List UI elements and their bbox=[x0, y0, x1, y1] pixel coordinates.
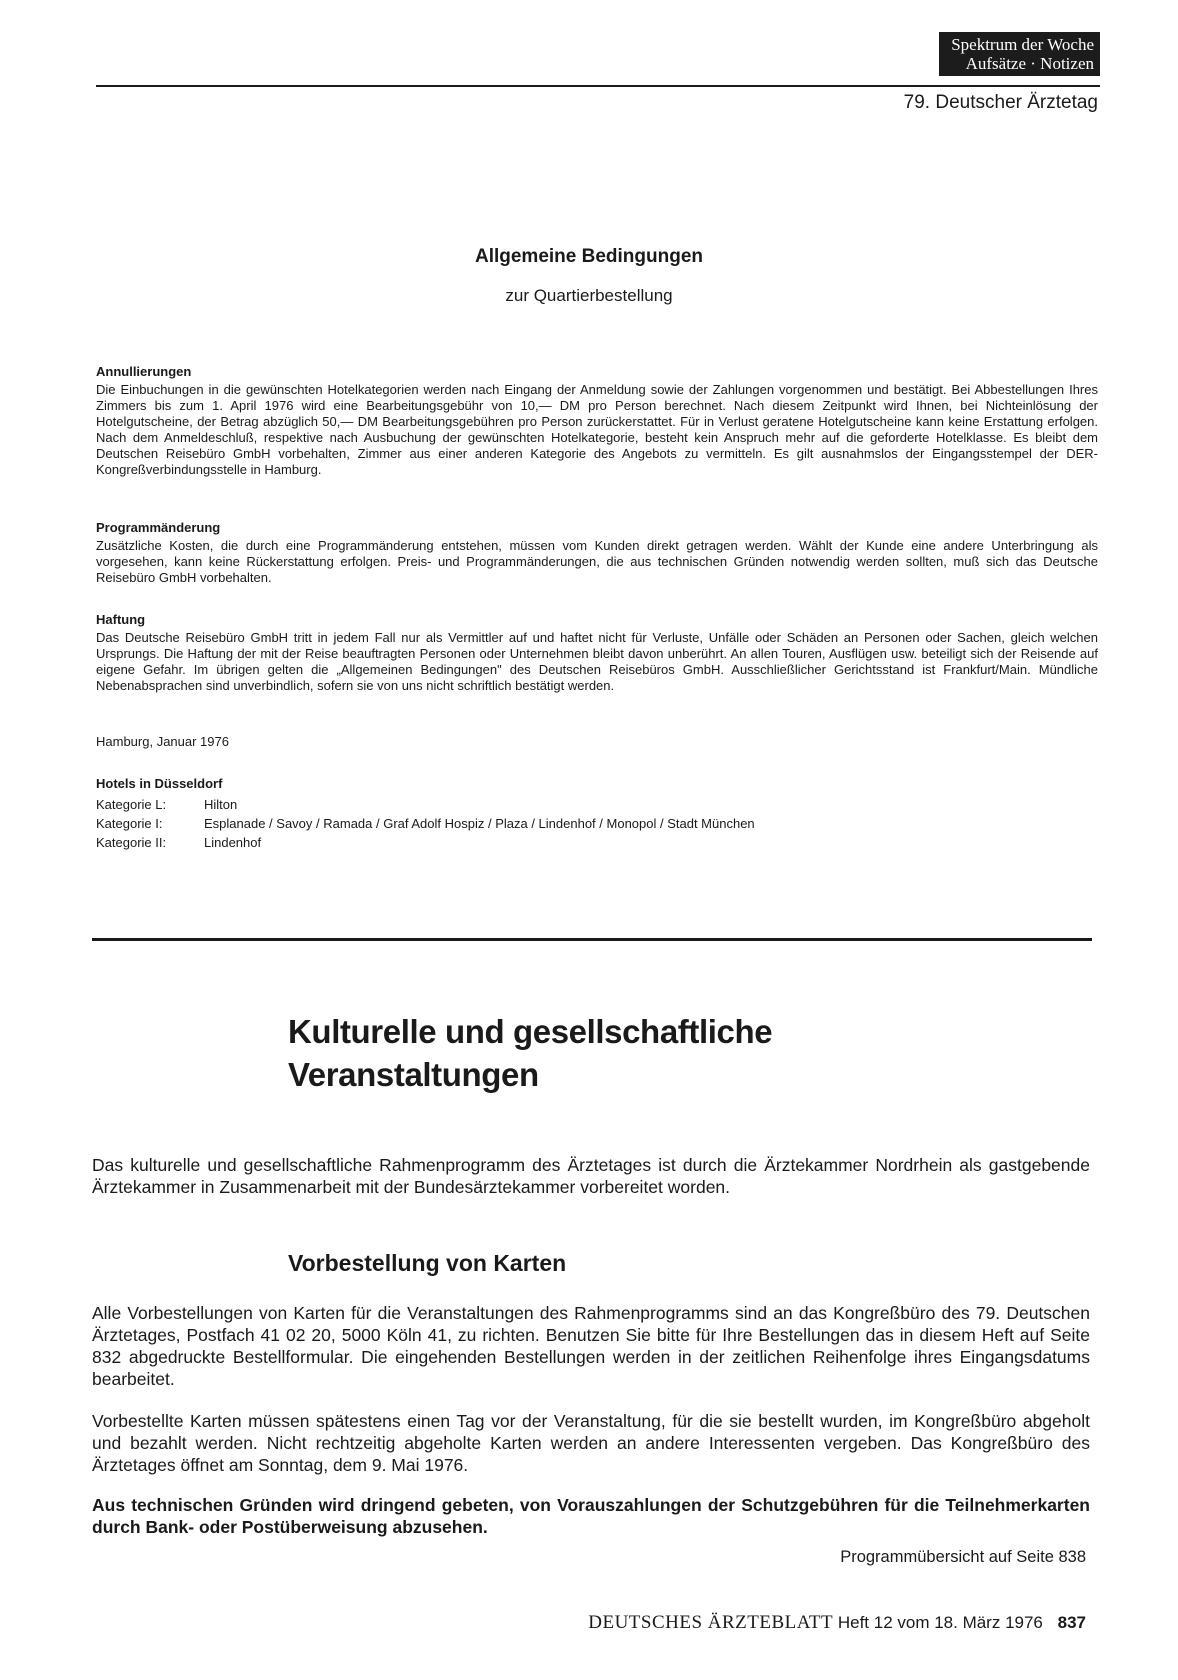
section-haftung bbox=[96, 612, 1098, 694]
hotel-list bbox=[96, 774, 755, 852]
page-footer bbox=[588, 1612, 1086, 1634]
place-date: Hamburg, Januar 1976 bbox=[96, 734, 229, 749]
section-tag bbox=[939, 32, 1100, 76]
events-paragraph-2: Vorbestellte Karten müssen spätestens einen Tag vor der Veranstaltung, für die sie bestellt wurden, im Kongreßbüro abgeholt und bezahlt werden. Nicht rechtzeitig abgeholte Karten werden an andere Interessenten vergeben. Das Kongreßbüro des Ärztetages öffnet am Sonntag, dem 9. Mai 1976. bbox=[92, 1411, 1090, 1475]
section-tag-line-2: Aufsätze · Notizen bbox=[965, 54, 1094, 73]
cross-reference: Programmübersicht auf Seite 838 bbox=[840, 1548, 1086, 1566]
events-subheading: Vorbestellung von Karten bbox=[288, 1250, 567, 1276]
hotels-title: Hotels in Düsseldorf bbox=[96, 776, 223, 791]
issue-info: Heft 12 vom 18. März 1976 bbox=[837, 1613, 1043, 1632]
hotel-category: Kategorie I: bbox=[96, 816, 163, 831]
events-paragraph-1: Alle Vorbestellungen von Karten für die Veranstaltungen des Rahmenprogramms sind an das Kongreßbüro des 79. Deutschen Ärztetages, Postfach 41 02 20, 5000 Köln 41, zu richten. Benutzen Sie bitte für Ihre Bestellungen das in diesem Heft auf Seite 832 abgedruckte Bestellformular. Die eingehenden Bestellungen werden in der zeitlichen Reihenfolge ihres Eingangsdatums bearbeitet. bbox=[92, 1303, 1090, 1389]
hotel-names: Hilton bbox=[204, 797, 238, 812]
section-heading: Haftung bbox=[96, 612, 146, 627]
section-text: Die Einbuchungen in die gewünschten Hotelkategorien werden nach Eingang der Anmeldung sowie der Zahlungen vorgenommen und bestätigt. Bei Abbestellungen Ihres Zimmers bis zum 1. April 1976 wird eine Bearbeitungsgebühr von 10,— DM pro Person berechnet. Nach diesem Zeitpunkt wird Ihnen, bei Nichteinlösung der Hotelgutscheine, der Betrag abzüglich 50,— DM Bearbeitungsgebühren pro Person zurückerstattet. Für in Verlust geratene Hotelgutscheine kann keine Erstattung erfolgen. Nach dem Anmeldeschluß, respektive nach Ausbuchung der gewünschten Hotelkategorie, besteht kein Anspruch mehr auf die geforderte Hotelklasse. Es bleibt dem Deutschen Reisebüro GmbH vorbehalten, Zimmer aus einer anderen Kategorie des Angebots zu vermitteln. Es gilt ausnahmslos der Eingangsstempel der DER-Kongreßverbindungsstelle in Hamburg. bbox=[96, 382, 1098, 477]
hotel-names: Esplanade / Savoy / Ramada / Graf Adolf Hospiz / Plaza / Lindenhof / Monopol / Stadt München bbox=[204, 816, 755, 831]
section-heading: Annullierungen bbox=[96, 364, 192, 379]
hotel-category: Kategorie L: bbox=[96, 797, 167, 812]
conditions-title: Allgemeine Bedingungen bbox=[474, 246, 704, 267]
events-title bbox=[288, 1010, 772, 1096]
section-divider bbox=[92, 938, 1092, 941]
events-title-line-2: Veranstaltungen bbox=[288, 1056, 539, 1093]
page-number: 837 bbox=[1057, 1613, 1086, 1632]
events-intro: Das kulturelle und gesellschaftliche Rahmenprogramm des Ärztetages ist durch die Ärztekammer Nordrhein als gastgebende Ärztekammer in Zusammenarbeit mit der Bundesärztekammer vorbereitet worden. bbox=[92, 1155, 1090, 1197]
section-heading: Programmänderung bbox=[96, 520, 221, 535]
header-subtitle: 79. Deutscher Ärztetag bbox=[903, 92, 1098, 113]
hotel-category: Kategorie II: bbox=[96, 835, 167, 850]
journal-name: DEUTSCHES ÄRZTEBLATT bbox=[588, 1612, 834, 1633]
section-programmaenderung bbox=[96, 520, 1098, 586]
hotel-row bbox=[96, 814, 755, 833]
section-text: Das Deutsche Reisebüro GmbH tritt in jedem Fall nur als Vermittler auf und haftet nicht für Verluste, Unfälle oder Schäden an Personen oder Sachen, gleich welchen Ursprungs. Die Haftung der mit der Reise beauftragten Personen oder Unternehmen bleibt davon unberührt. An allen Touren, Ausflügen usw. beteiligt sich der Reisende auf eigene Gefahr. Im übrigen gelten die „Allgemeinen Bedingungen" des Deutschen Reisebüros GmbH. Ausschließlicher Gerichtsstand ist Frankfurt/Main. Mündliche Nebenabsprachen sind unverbindlich, sofern sie von uns nicht schriftlich bestätigt werden. bbox=[96, 630, 1098, 693]
events-bold-note: Aus technischen Gründen wird dringend gebeten, von Vorauszahlungen der Schutzgebühren für die Teilnehmerkarten durch Bank- oder Postüberweisung abzusehen. bbox=[92, 1495, 1090, 1537]
hotel-names: Lindenhof bbox=[204, 835, 262, 850]
hotel-row bbox=[96, 795, 755, 814]
section-text: Zusätzliche Kosten, die durch eine Programmänderung entstehen, müssen vom Kunden direkt getragen werden. Wählt der Kunde eine andere Unterbringung als vorgesehen, kann keine Rückerstattung erfolgen. Preis- und Programmänderungen, die aus technischen Gründen notwendig werden sollten, muß sich das Deutsche Reisebüro GmbH vorbehalten. bbox=[96, 538, 1098, 585]
section-annullierungen bbox=[96, 364, 1098, 478]
conditions-subtitle: zur Quartierbestellung bbox=[505, 286, 673, 305]
section-tag-line-1: Spektrum der Woche bbox=[951, 35, 1094, 54]
hotel-row bbox=[96, 833, 755, 852]
events-title-line-1: Kulturelle und gesellschaftliche bbox=[288, 1013, 773, 1050]
header-rule bbox=[96, 85, 1100, 87]
